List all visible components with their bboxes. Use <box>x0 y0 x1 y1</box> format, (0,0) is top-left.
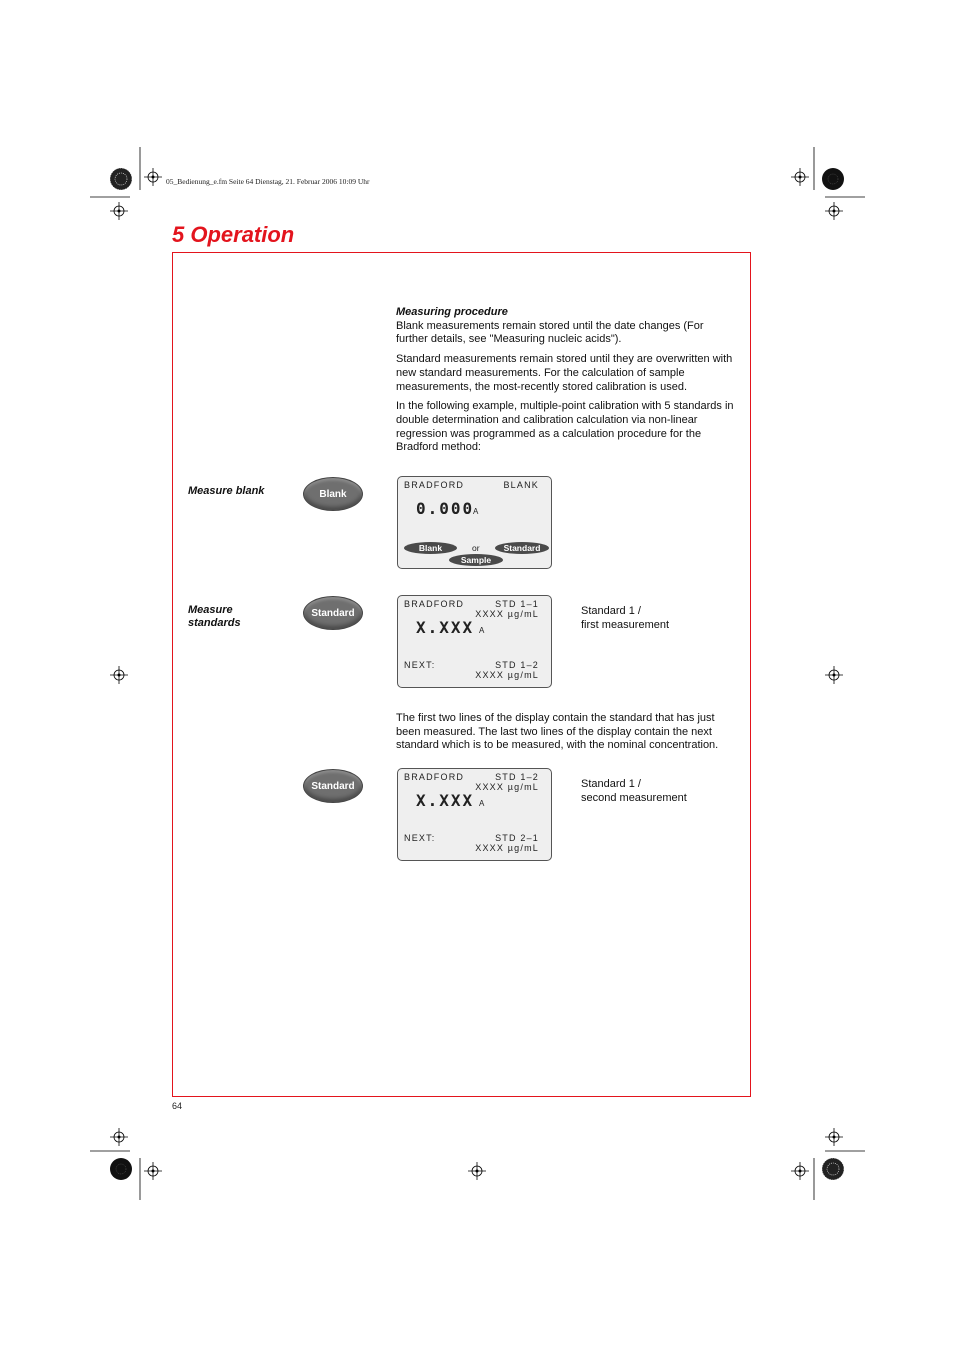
intro-section <box>396 306 736 461</box>
display-method: BRADFORD <box>404 480 465 490</box>
intro-paragraph: Standard measurements remain stored until they are overwritten with new standard measurements. For the calculation of sample measurements, the most-recently stored calibration is used. <box>396 353 733 393</box>
softkey-sample[interactable]: Sample <box>449 554 503 566</box>
note-line: Standard 1 / <box>581 605 641 617</box>
display-next-label: NEXT: <box>404 833 436 843</box>
display-unit: A <box>479 626 485 635</box>
note-line: Standard 1 / <box>581 778 641 790</box>
softkey-blank[interactable]: Blank <box>404 542 457 554</box>
intro-paragraph: Blank measurements remain stored until the date changes (For further details, see "Measuring nucleic acids"). <box>396 319 704 346</box>
display-status: BLANK <box>503 480 539 490</box>
display-standard-2 <box>397 768 552 861</box>
blank-key-button[interactable]: Blank <box>303 477 363 511</box>
display-conc: XXXX µg/mL <box>475 782 539 792</box>
display-method: BRADFORD <box>404 772 465 782</box>
display-blank <box>397 476 552 569</box>
display-value: X.XXX <box>416 618 475 637</box>
display-standard-1 <box>397 595 552 688</box>
display-value: 0.000 <box>416 499 475 518</box>
display-next-conc: XXXX µg/mL <box>475 843 539 853</box>
note-line: second measurement <box>581 791 687 804</box>
display-next-conc: XXXX µg/mL <box>475 670 539 680</box>
page-number: 64 <box>172 1101 183 1111</box>
display-next-std: STD 2–1 <box>495 833 539 843</box>
measure-blank-label: Measure blank <box>188 485 265 497</box>
standard-key-button[interactable]: Standard <box>303 769 363 803</box>
display-value: X.XXX <box>416 791 475 810</box>
file-info-header: 05_Bedienung_e.fm Seite 64 Dienstag, 21. Februar 2006 10:09 Uhr <box>166 177 370 186</box>
standard-2-note <box>581 778 687 805</box>
softkey-standard[interactable]: Standard <box>495 542 549 554</box>
display-method: BRADFORD <box>404 599 465 609</box>
standard-key-button[interactable]: Standard <box>303 596 363 630</box>
standard-1-note <box>581 605 669 632</box>
display-next-std: STD 1–2 <box>495 660 539 670</box>
display-explanation: The first two lines of the display contain the standard that has just been measured. The last two lines of the display contain the next standard which is to be measured, with the nominal concentration. <box>396 712 719 752</box>
display-next-label: NEXT: <box>404 660 436 670</box>
display-std: STD 1–2 <box>495 772 539 782</box>
display-conc: XXXX µg/mL <box>475 609 539 619</box>
chapter-title: 5 Operation <box>172 222 295 247</box>
note-line: first measurement <box>581 618 670 631</box>
measure-standards-label: Measure standards <box>188 604 241 629</box>
display-std: STD 1–1 <box>495 599 539 609</box>
intro-paragraph: In the following example, multiple-point calibration with 5 standards in double determination and calibration calculation via non-linear regression was programmed as a calculation procedure for the Bradford method: <box>396 400 734 454</box>
softkey-or: or <box>472 543 480 553</box>
display-unit: A <box>473 507 479 516</box>
display-unit: A <box>479 799 485 808</box>
intro-subheading: Measuring procedure <box>396 306 508 318</box>
